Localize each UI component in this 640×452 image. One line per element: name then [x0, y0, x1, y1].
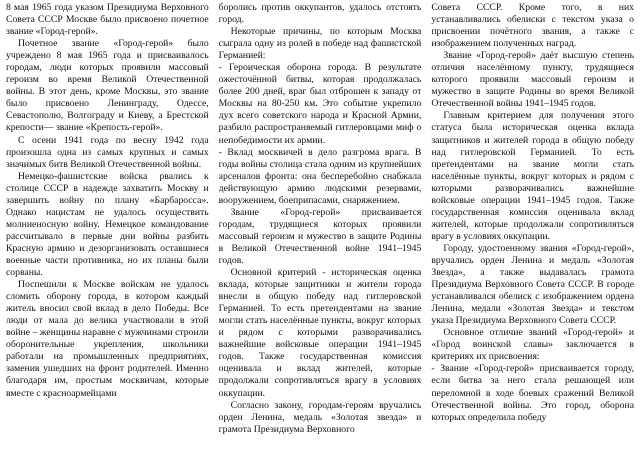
paragraph: Немецко-фашистские войска рвались к столице СССР в надежде захватить Москву и завершить войну по плану «Барбаросса». Однако нацистам не удалось осуществить молниеносную войну. Немецкое командование рассчитывало в первые дни войны разбить Красную армию и дезорганизовать оставшиеся военные части противника, но их планы были сорваны. — [6, 170, 209, 279]
paragraph: Поспешили к Москве войскам не удалось сломить оборону города, в котором каждый житель вносил свой вклад в дело Победы. Все люди от мала до велика участвовали в этой войне – женщины наравне с мужчинами строили оборонительные укрепления, школьники работали на промышленных предприятиях, заменив ушедших на фронт родителей. Именно благодаря им, простым москвичам, которые вместе с красноармейцами — [6, 279, 209, 399]
text-column-3 — [431, 2, 634, 452]
paragraph: 8 мая 1965 года указом Президиума Верховного Совета СССР Москве было присвоено почетное звание «Город-герой». — [6, 2, 209, 38]
paragraph: Согласно закону, городам-героям вручались орден Ленина, медаль «Золотая звезда» и грамота Президиума Верховного — [218, 399, 422, 435]
paragraph: Некоторые причины, по которым Москва сыграла одну из ролей в победе над фашистской Германией: — [218, 26, 422, 62]
paragraph: Основное отличие званий «Город-герой» и «Город воинской славы» заключается в критериях их присвоения: — [431, 327, 635, 363]
paragraph: Основной критерий - историческая оценка вклада, которые защитники и жители города внесли в общую победу над гитлеровской Германией. То есть претендентами на звание могли стать населённые пункты, вокруг которых и рядом с которыми разворачивались важнейшие войсковые операции 1941–1945 годов. Также государственная комиссия оценивала и вклад жителей, которые продолжали сопротивляться врагу в условиях оккупации. — [218, 267, 422, 399]
paragraph: - Вклад москвичей в дело разгрома врага. В годы войны столица стала одним из крупнейших арсеналов фронта: она бесперебойно снабжала действующую армию людскими резервами, вооружением, боеприпасами, снаряжением. — [218, 146, 422, 206]
paragraph: Звание «Город-герой» даёт высшую степень отличия населённому пункту, трудящиеся которого проявили массовый героизм и мужество в защите Родины во время Великой Отечественной войны 1941–1945 годов. — [431, 50, 635, 110]
text-column-2 — [219, 2, 422, 452]
paragraph: Звание «Город-герой» присваивается городам, трудящиеся которых проявили массовый героизм и мужество в защите Родины в Великой Отечественной войне 1941–1945 годов. — [218, 206, 422, 266]
paragraph: С осени 1941 года по весну 1942 года произошла одна из самых крупных и самых значимых битв Великой Отечественной войны. — [6, 134, 209, 170]
paragraph: Совета СССР. Кроме того, в них устанавливались обелиски с текстом указа о присвоении почётного звания, а также с изображением полученных наград. — [431, 2, 635, 50]
paragraph: - Звание «Город-герой» присваивается городу, если битва за него стала решающей или переломной в ходе боевых сражений Великой Отечественной войны. Это город, оборона которых определила победу — [431, 363, 635, 423]
paragraph: - Героическая оборона города. В результате ожесточённой битвы, которая продолжалась более 200 дней, враг был отброшен к западу от Москвы на 80-250 км. Это событие укрепило дух всего советского народа и Красной Армии, разбило распространяемый гитлеровцами миф о непобедимости их армии. — [218, 62, 422, 146]
paragraph: Городу, удостоенному звания «Город-герой», вручались орден Ленина и медаль «Золотая Звезда», а также выдавалась грамота Президиума Верховного Совета СССР. В городе устанавливался обелиск с изображением ордена Ленина, медали «Золотая Звезда» и текстом указа Президиума Верховного Совета СССР. — [431, 242, 635, 327]
paragraph: Почетное звание «Город-герой» было учреждено 8 мая 1965 года и присваивалось городам, люди которых проявили массовый героизм во время Великой Отечественной войны. В этот день, кроме Москвы, это звание было присвоено Ленинграду, Одессе, Севастополю, Волгограду и Киеву, а Брестской крепости— звание «Крепость-герой». — [6, 38, 209, 134]
paragraph: боролись против оккупантов, удалось отстоять город. — [218, 2, 422, 26]
paragraph: Главным критерием для получения этого статуса была историческая оценка вклада защитников и жителей города в общую победу над гитлеровской Германией. То есть претендентами на звание могли стать населённые пункты, вокруг которых и рядом с которыми разворачивались важнейшие войсковые операции 1941–1945 годов. Также государственная комиссия оценивала вклад жителей, которые продолжали сопротивляться врагу в условиях оккупации. — [431, 110, 635, 242]
text-column-1 — [6, 2, 209, 452]
